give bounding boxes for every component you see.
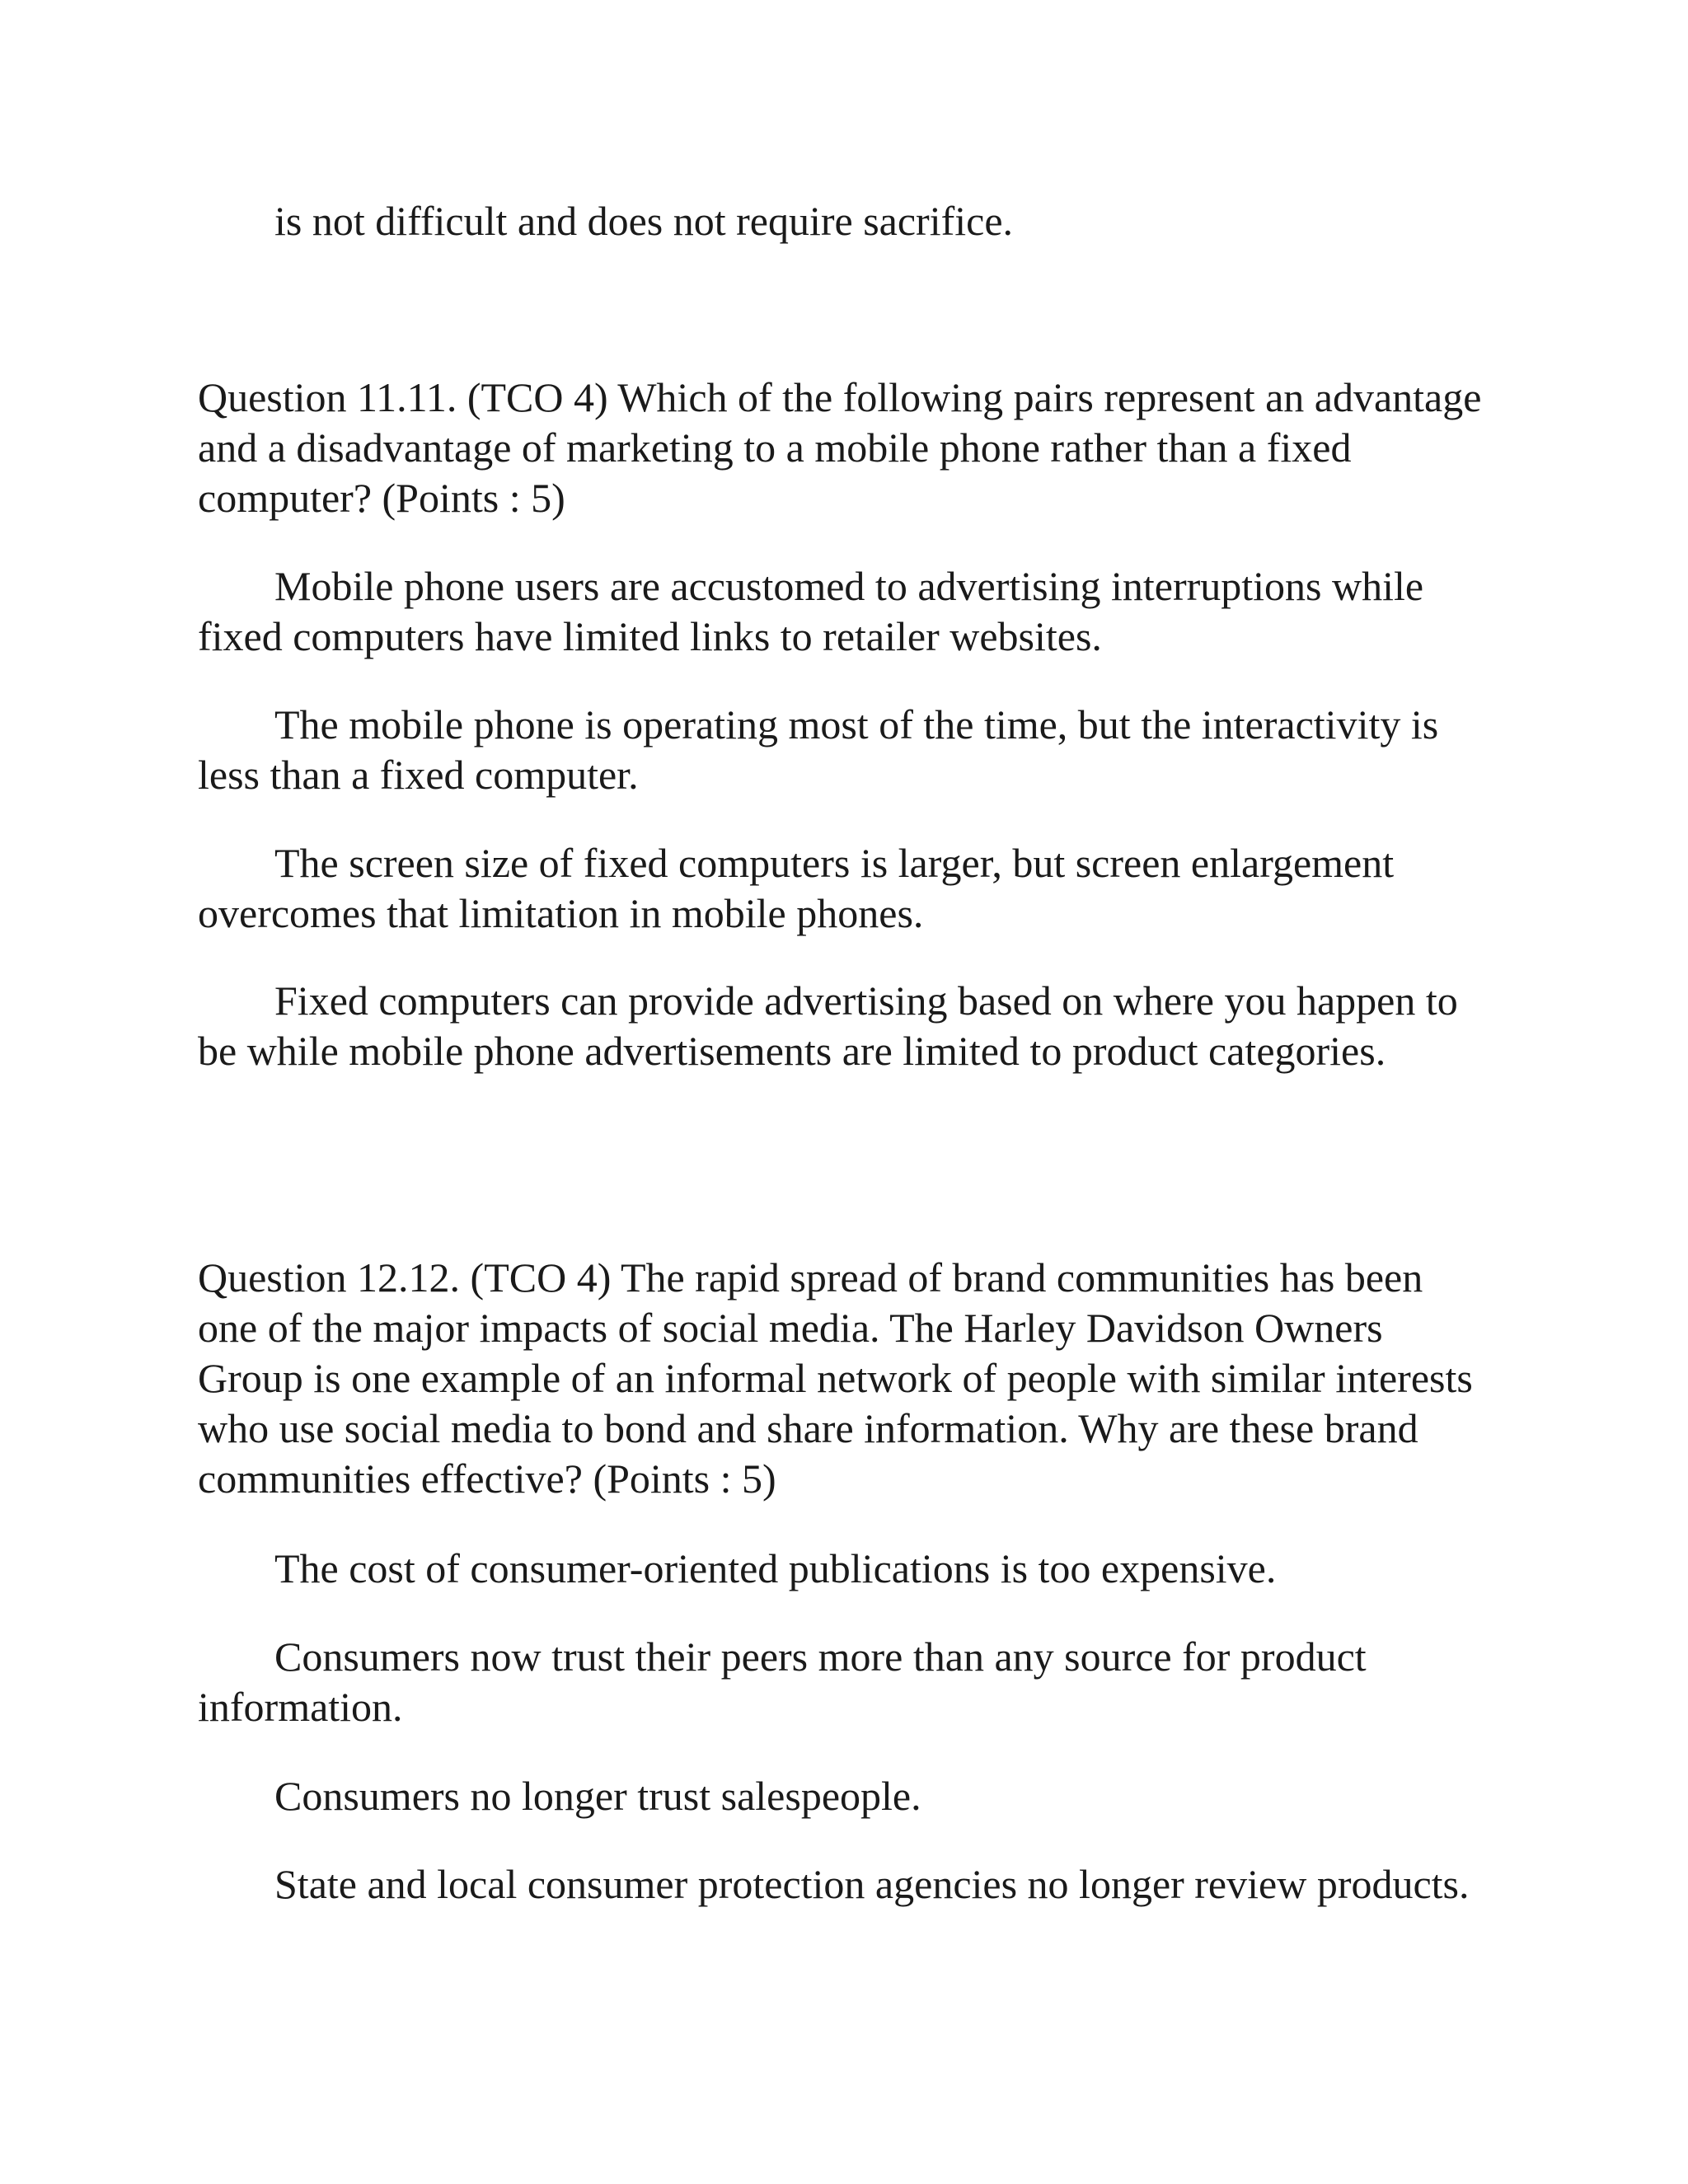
question-11-option-4: Fixed computers can provide advertising based on where you happen to be while mobile phone advertisements are limited to product categories. — [198, 977, 1458, 1074]
question-11-option-2: The mobile phone is operating most of the time, but the interactivity is less than a fixed computer. — [198, 701, 1439, 798]
question-12-option-3: Consumers no longer trust salespeople. — [274, 1773, 921, 1819]
question-12-option-1: The cost of consumer-oriented publications is too expensive. — [274, 1545, 1277, 1591]
question-11-prompt: Question 11.11. (TCO 4) Which of the following pairs represent an advantage and a disadvantage of marketing to a mobile phone rather than a fixed computer? (Points : 5) — [198, 374, 1482, 521]
question-11-option-1: Mobile phone users are accustomed to advertising interruptions while fixed computers have limited links to retailer websites. — [198, 563, 1424, 659]
continuation-text: is not difficult and does not require sacrifice. — [274, 198, 1014, 244]
question-11-option-3: The screen size of fixed computers is larger, but screen enlargement overcomes that limitation in mobile phones. — [198, 840, 1395, 936]
question-12-prompt: Question 12.12. (TCO 4) The rapid spread of brand communities has been one of the major impacts of social media. The Harley Davidson Owners Group is one example of an informal network of people with similar interests who use social media to bond and share information. Why are these brand communities effective? (Points : 5) — [198, 1254, 1473, 1502]
question-12-option-2: Consumers now trust their peers more than any source for product information. — [198, 1633, 1367, 1730]
question-12-option-4: State and local consumer protection agencies no longer review products. — [274, 1861, 1470, 1907]
